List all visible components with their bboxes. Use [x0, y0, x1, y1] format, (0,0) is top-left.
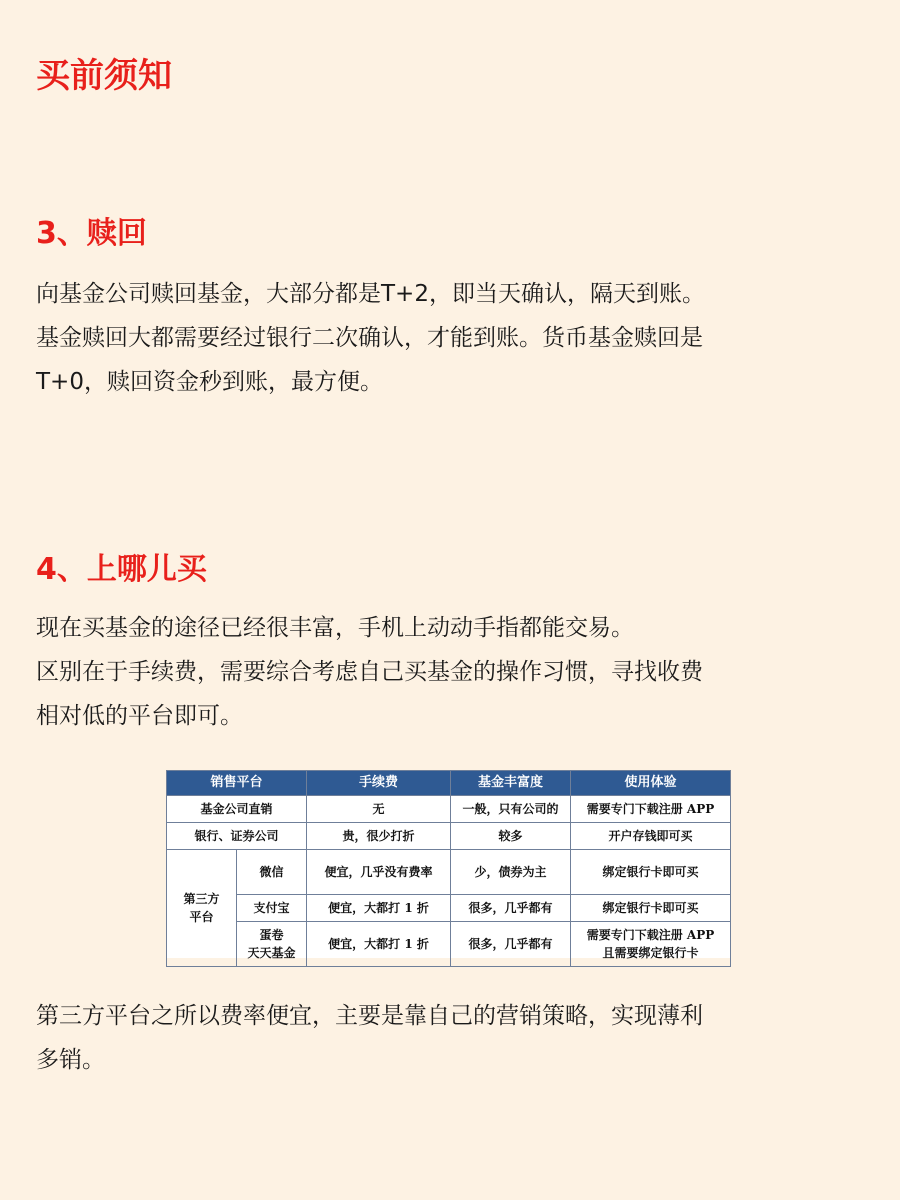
- table-row: [167, 823, 731, 850]
- cell-group-third-party: [167, 850, 237, 967]
- group-label-line: 第三方: [183, 892, 220, 906]
- cell-richness: 一般，只有公司的: [451, 796, 571, 823]
- section-heading-where-to-buy: 4、上哪儿买: [36, 552, 207, 587]
- closing-paragraph: [36, 994, 876, 1082]
- where-to-buy-paragraph: [36, 606, 876, 738]
- cell-platform: 微信: [237, 850, 307, 895]
- paragraph-line: T+0，赎回资金秒到账，最方便。: [36, 369, 383, 395]
- cell-experience: 绑定银行卡即可买: [571, 850, 731, 895]
- section-heading-redemption: 3、赎回: [36, 216, 147, 251]
- cell-platform: 支付宝: [237, 895, 307, 922]
- cell-experience: [571, 922, 731, 967]
- experience-line: 且需要绑定银行卡: [602, 946, 699, 960]
- cell-experience: 绑定银行卡即可买: [571, 895, 731, 922]
- cell-experience: 开户存钱即可买: [571, 823, 731, 850]
- paragraph-line: 基金赎回大都需要经过银行二次确认，才能到账。货币基金赎回是: [36, 325, 703, 351]
- header-richness: 基金丰富度: [451, 771, 571, 796]
- paragraph-line: 多销。: [36, 1047, 105, 1073]
- table-row: [167, 922, 731, 967]
- cell-richness: 少，债券为主: [451, 850, 571, 895]
- cell-fee: 贵，很少打折: [307, 823, 451, 850]
- paragraph-line: 现在买基金的途径已经很丰富，手机上动动手指都能交易。: [36, 615, 634, 641]
- cell-richness: 很多，几乎都有: [451, 922, 571, 967]
- redemption-paragraph: [36, 272, 876, 404]
- cell-experience: 需要专门下载注册 APP: [571, 796, 731, 823]
- cell-richness: 很多，几乎都有: [451, 895, 571, 922]
- table-row: [167, 895, 731, 922]
- cell-fee: 无: [307, 796, 451, 823]
- paragraph-line: 区别在于手续费，需要综合考虑自己买基金的操作习惯，寻找收费: [36, 659, 703, 685]
- group-label-line: 平台: [189, 910, 214, 924]
- experience-line: 需要专门下载注册 APP: [586, 928, 715, 942]
- platform-line: 天天基金: [247, 946, 296, 960]
- paragraph-line: 相对低的平台即可。: [36, 703, 243, 729]
- page-title: 买前须知: [36, 56, 172, 96]
- cell-fee: 便宜，大都打 1 折: [307, 922, 451, 967]
- cell-platform: [237, 922, 307, 967]
- header-platform: 销售平台: [167, 771, 307, 796]
- cell-fee: 便宜，大都打 1 折: [307, 895, 451, 922]
- cell-platform: 银行、证券公司: [167, 823, 307, 850]
- header-experience: 使用体验: [571, 771, 731, 796]
- cell-fee: 便宜，几乎没有费率: [307, 850, 451, 895]
- table-row: [167, 850, 731, 895]
- platform-comparison-table-image: [166, 770, 730, 958]
- platform-line: 蛋卷: [259, 928, 284, 942]
- header-fee: 手续费: [307, 771, 451, 796]
- table-row: [167, 796, 731, 823]
- paragraph-line: 第三方平台之所以费率便宜，主要是靠自己的营销策略，实现薄利: [36, 1003, 703, 1029]
- cell-platform: 基金公司直销: [167, 796, 307, 823]
- cell-richness: 较多: [451, 823, 571, 850]
- platform-comparison-table: [166, 770, 731, 967]
- paragraph-line: 向基金公司赎回基金，大部分都是T+2，即当天确认，隔天到账。: [36, 281, 705, 307]
